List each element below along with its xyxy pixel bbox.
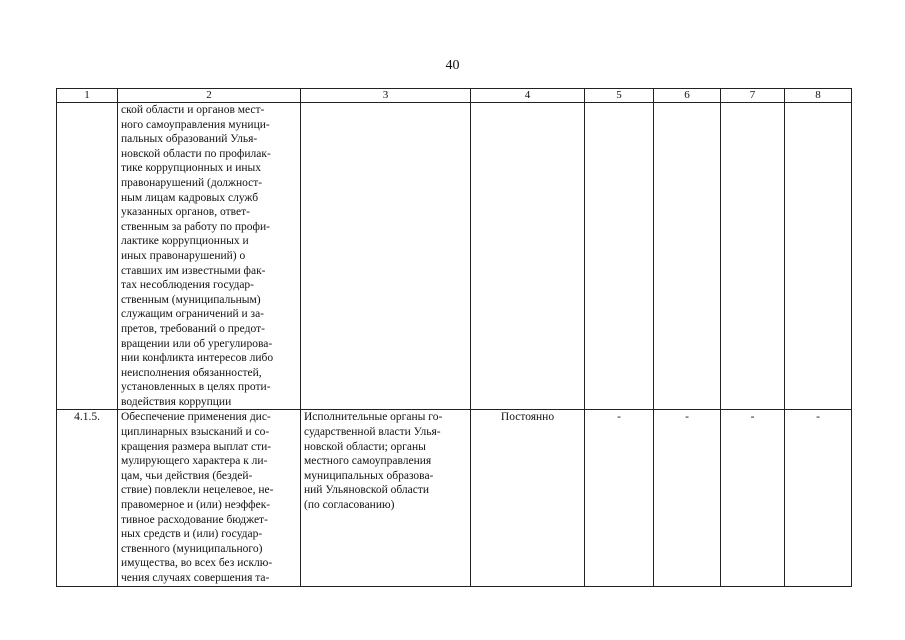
measure-text-line: кращения размера выплат сти- [121,440,272,453]
table-row-continued [57,103,852,410]
col6-value: - [654,410,721,586]
continued-text-line: водействия коррупции [121,395,232,408]
continued-text-line: ской области и органов мест- [121,104,265,116]
col-header-7: 7 [721,89,785,103]
continued-text-line: правонарушений (должност- [121,176,263,189]
measure-text-line: Обеспечение применения дис- [121,411,271,424]
measure-text [118,410,301,586]
executor-text-line: Исполнительные органы го- [304,411,443,424]
col5-value: - [585,410,654,586]
col-header-8: 8 [785,89,852,103]
continued-text-line: неисполнения обязанностей, [121,366,262,379]
measure-text-line: циплинарных взысканий и со- [121,426,270,439]
executor-text [301,410,471,586]
executor-text-line: сударственной власти Улья- [304,426,441,439]
executor-text-line: ний Ульяновской области [304,484,430,497]
continued-measure-text [118,103,301,410]
continued-text-line: установленных в целях проти- [121,381,271,394]
measure-text-line: правомерное и (или) неэффек- [121,499,271,512]
executor-text-line: муниципальных образова- [304,469,434,482]
measure-text-line: мулирующего характера к ли- [121,455,268,468]
continued-text-line: тах несоблюдения государ- [121,279,255,292]
continued-text-line: иных правонарушений) о [121,249,246,262]
measure-text-line: ствие) повлекли нецелевое, не- [121,484,274,497]
measure-text-line: ных средств и (или) государ- [121,528,263,541]
measure-text-line: имущества, во всех без исклю- [121,557,273,570]
executor-text-line: местного самоуправления [304,455,432,468]
measure-text-line: чения случаях совершения та- [121,572,270,584]
continued-text-line: тике коррупционных и иных [121,162,261,175]
continued-text-line: указанных органов, ответ- [121,206,250,219]
page-number: 40 [445,58,460,73]
continued-text-line: новской области по профилак- [121,147,271,160]
table-row-4-1-5 [57,410,852,586]
col8-value: - [785,410,852,586]
col-header-6: 6 [654,89,721,103]
term-text: Постоянно [471,410,585,586]
col7-value: - [721,410,785,586]
measure-text-line: цам, чьи действия (бездей- [121,469,253,482]
col-header-1: 1 [57,89,118,103]
continued-text-line: нии конфликта интересов либо [121,352,274,365]
continued-text-line: претов, требований о предот- [121,322,265,335]
continued-text-line: ственным за работу по профи- [121,220,270,233]
col-header-5: 5 [585,89,654,103]
continued-text-line: пальных образований Улья- [121,133,258,146]
continued-text-line: вращении или об урегулирова- [121,337,273,350]
continued-text-line: ного самоуправления муници- [121,118,270,131]
continued-text-line: ным лицам кадровых служб [121,191,259,204]
plan-table [56,88,852,587]
header-row [57,89,852,103]
measure-text-line: тивное расходование бюджет- [121,513,268,526]
measure-number: 4.1.5. [57,410,118,586]
continued-text-line: лактике коррупционных и [121,235,249,248]
continued-text-line: ставших им известными фак- [121,264,266,277]
col-header-2: 2 [118,89,301,103]
continued-text-line: служащим ограничений и за- [121,308,265,321]
continued-text-line: ственным (муниципальным) [121,293,261,306]
executor-text-line: новской области; органы [304,440,426,453]
measure-text-line: ственного (муниципального) [121,542,263,555]
executor-text-line: (по согласованию) [304,499,395,512]
col-header-3: 3 [301,89,471,103]
col-header-4: 4 [471,89,585,103]
